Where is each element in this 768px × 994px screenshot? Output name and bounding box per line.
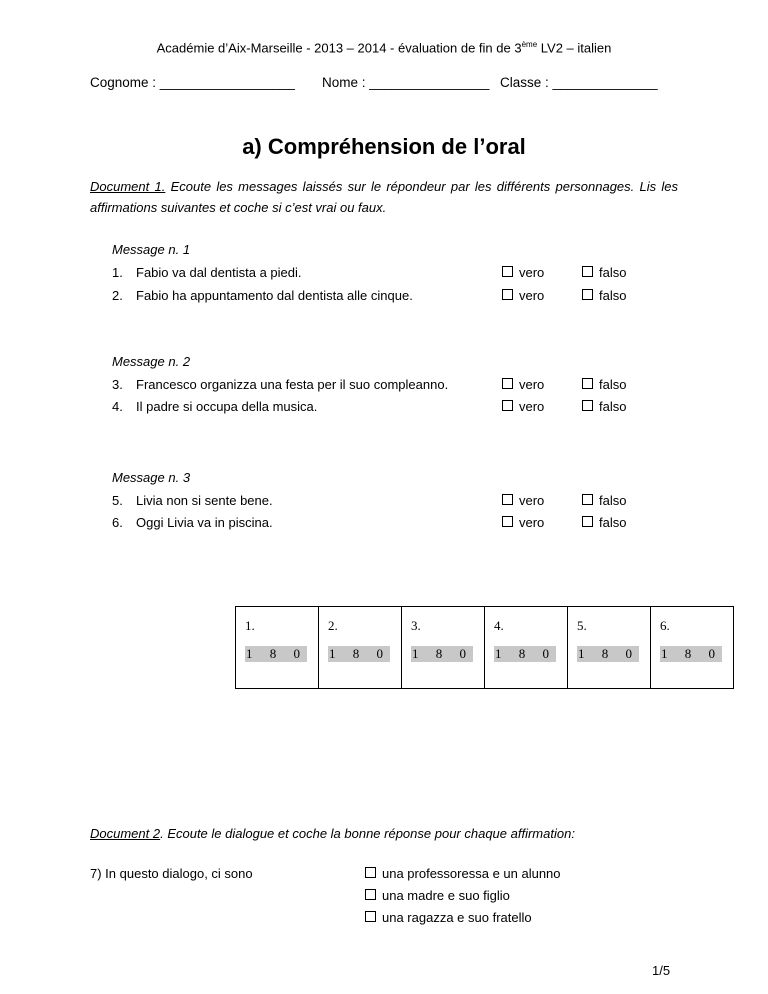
statement-3 — [112, 377, 448, 392]
score-header: 2. — [319, 607, 402, 641]
statement-5-vero[interactable] — [502, 493, 544, 508]
option-label: una madre e suo figlio — [382, 888, 510, 903]
checkbox-icon[interactable] — [582, 378, 593, 389]
option-label: vero — [519, 265, 545, 280]
document1-text: Ecoute les messages laissés sur le répondeur par les différents personnages. Lis les affirmations suivantes et coche si c’est vrai ou faux. — [90, 179, 679, 215]
score-cell[interactable] — [236, 640, 319, 689]
score-header: 5. — [568, 607, 651, 641]
option-label: vero — [519, 515, 545, 530]
question-7: 7) In questo dialogo, ci sono — [90, 866, 253, 881]
statement-number: 5. — [112, 493, 123, 508]
checkbox-icon[interactable] — [502, 494, 513, 505]
checkbox-icon[interactable] — [365, 889, 376, 900]
statement-2-vero[interactable] — [502, 288, 544, 303]
score-scale: 1 8 0 — [495, 646, 556, 661]
option-label: falso — [599, 399, 627, 414]
checkbox-icon[interactable] — [502, 400, 513, 411]
statement-2 — [112, 288, 413, 303]
option-label: falso — [599, 493, 627, 508]
header-sup: ème — [521, 40, 538, 49]
statement-number: 3. — [112, 377, 123, 392]
score-table — [235, 606, 734, 689]
cognome-field[interactable]: Cognome : __________________ — [90, 75, 295, 90]
statement-4 — [112, 399, 317, 414]
checkbox-icon[interactable] — [502, 516, 513, 527]
statement-1 — [112, 265, 302, 280]
checkbox-icon[interactable] — [582, 494, 593, 505]
header-text: Académie d’Aix-Marseille - 2013 – 2014 - évaluation de fin de 3 — [156, 40, 522, 56]
page-number: 1/5 — [652, 963, 671, 978]
score-scale: 1 8 0 — [412, 646, 473, 661]
document1-label: Document 1. — [90, 179, 166, 194]
question-7-option-2[interactable] — [365, 888, 510, 903]
nome-field[interactable]: Nome : ________________ — [322, 75, 490, 90]
option-label: falso — [599, 377, 627, 392]
classe-field[interactable]: Classe : ______________ — [500, 75, 658, 90]
page-title: a) Compréhension de l’oral — [242, 134, 526, 159]
score-header: 6. — [651, 607, 734, 641]
score-cell[interactable] — [319, 640, 402, 689]
score-scale: 1 8 0 — [329, 646, 390, 661]
message-2-title: Message n. 2 — [112, 354, 191, 369]
statement-5-falso[interactable] — [582, 493, 626, 508]
checkbox-icon[interactable] — [365, 911, 376, 922]
statement-text: Oggi Livia va in piscina. — [136, 515, 273, 530]
option-label: vero — [519, 493, 545, 508]
document2-label: Document 2 — [90, 826, 161, 841]
score-cell[interactable] — [402, 640, 485, 689]
statement-2-falso[interactable] — [582, 288, 626, 303]
question-7-option-1[interactable] — [365, 866, 561, 881]
statement-text: Livia non si sente bene. — [136, 493, 273, 508]
statement-number: 6. — [112, 515, 123, 530]
statement-6 — [112, 515, 273, 530]
option-label: vero — [519, 377, 545, 392]
statement-4-vero[interactable] — [502, 399, 544, 414]
page-header — [0, 40, 768, 55]
option-label: vero — [519, 288, 545, 303]
score-header: 3. — [402, 607, 485, 641]
question-7-option-3[interactable] — [365, 910, 532, 925]
statement-5 — [112, 493, 273, 508]
option-label: una ragazza e suo fratello — [382, 910, 532, 925]
statement-1-falso[interactable] — [582, 265, 626, 280]
statement-number: 4. — [112, 399, 123, 414]
statement-3-vero[interactable] — [502, 377, 544, 392]
option-label: vero — [519, 399, 545, 414]
document1-instructions — [90, 176, 678, 218]
statement-number: 1. — [112, 265, 123, 280]
checkbox-icon[interactable] — [365, 867, 376, 878]
message-1-title: Message n. 1 — [112, 242, 191, 257]
checkbox-icon[interactable] — [582, 516, 593, 527]
statement-6-falso[interactable] — [582, 515, 626, 530]
score-scale: 1 8 0 — [661, 646, 722, 661]
checkbox-icon[interactable] — [502, 378, 513, 389]
score-cell[interactable] — [485, 640, 568, 689]
score-cell[interactable] — [651, 640, 734, 689]
statement-text: Francesco organizza una festa per il suo compleanno. — [136, 377, 449, 392]
score-table-scale-row — [236, 640, 734, 689]
score-header: 1. — [236, 607, 319, 641]
statement-6-vero[interactable] — [502, 515, 544, 530]
statement-text: Fabio ha appuntamento dal dentista alle cinque. — [136, 288, 413, 303]
statement-3-falso[interactable] — [582, 377, 626, 392]
checkbox-icon[interactable] — [582, 400, 593, 411]
score-table-header-row — [236, 607, 734, 641]
score-header: 4. — [485, 607, 568, 641]
option-label: falso — [599, 265, 627, 280]
statement-1-vero[interactable] — [502, 265, 544, 280]
score-scale: 1 8 0 — [578, 646, 639, 661]
score-cell[interactable] — [568, 640, 651, 689]
checkbox-icon[interactable] — [582, 266, 593, 277]
option-label: una professoressa e un alunno — [382, 866, 561, 881]
option-label: falso — [599, 288, 627, 303]
statement-text: Il padre si occupa della musica. — [136, 399, 318, 414]
document2-instructions — [90, 826, 575, 841]
checkbox-icon[interactable] — [502, 289, 513, 300]
score-scale: 1 8 0 — [246, 646, 307, 661]
checkbox-icon[interactable] — [582, 289, 593, 300]
checkbox-icon[interactable] — [502, 266, 513, 277]
document2-text: . Ecoute le dialogue et coche la bonne réponse pour chaque affirmation: — [160, 826, 575, 841]
statement-4-falso[interactable] — [582, 399, 626, 414]
message-3-title: Message n. 3 — [112, 470, 191, 485]
option-label: falso — [599, 515, 627, 530]
statement-text: Fabio va dal dentista a piedi. — [136, 265, 302, 280]
statement-number: 2. — [112, 288, 123, 303]
header-text-end: LV2 – italien — [537, 40, 612, 56]
